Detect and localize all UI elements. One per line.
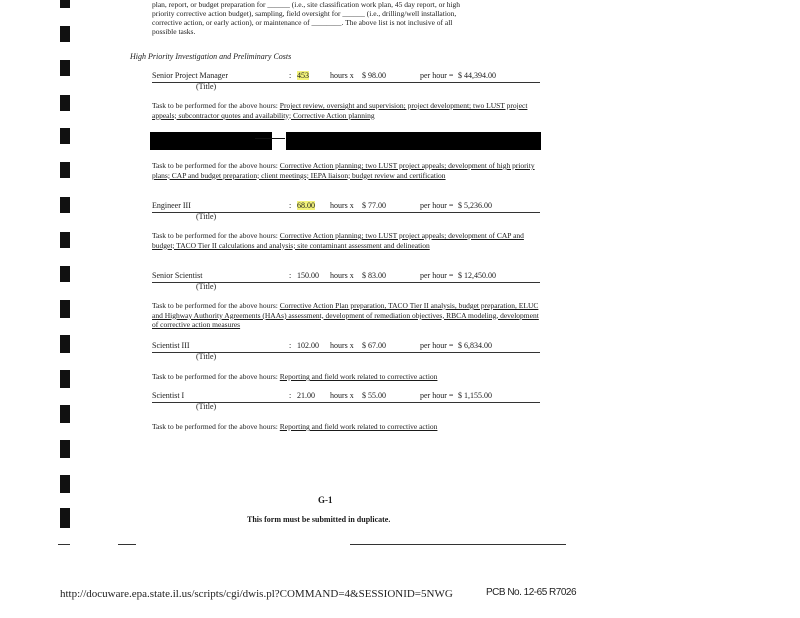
redaction-block [150,132,272,150]
section-title: High Priority Investigation and Preliminary Costs [130,52,292,61]
title-caption: (Title) [196,82,217,91]
task-description [152,231,540,250]
task-text: Corrective Action Plan preparation, TACO Tier II analysis, budget preparation, ELUC and Highway Authority Agreements (HAAs) assessment, development of remediation objectives, RBCA modeling, development of corrective action measures [152,301,539,329]
intro-line: plan, report, or budget preparation for ______ (i.e., site classification work plan, 45 day report, or high [152,0,461,9]
page-number: G-1 [318,495,333,505]
intro-paragraph [152,0,542,36]
personnel-title: Scientist I [152,391,185,400]
rate-value: $ 67.00 [362,341,386,350]
title-caption: (Title) [196,402,217,411]
binder-mark [60,508,70,528]
task-label: Task to be performed for the above hours: [152,231,278,240]
personnel-title: Scientist III [152,341,190,350]
hours-value: 21.00 [297,391,315,400]
binder-mark [60,0,70,8]
hours-value: 453 [297,71,309,80]
colon: : [289,71,292,80]
binder-mark [60,128,70,144]
redaction-block [286,132,541,150]
personnel-title: Senior Scientist [152,271,203,280]
redaction-dash [255,138,285,139]
total-value: $ 5,236.00 [458,201,492,210]
footer-url: http://docuware.epa.state.il.us/scripts/cgi/dwis.pl?COMMAND=4&SESSIONID=5NWG [60,588,453,600]
per-hour-label: per hour = [420,71,454,80]
colon: : [289,271,292,280]
binder-mark [60,266,70,282]
hours-value: 68.00 [297,201,315,210]
intro-line: possible tasks. [152,27,196,36]
binder-mark [60,475,70,493]
duplicate-note: This form must be submitted in duplicate. [247,515,391,524]
footer-rule [350,544,566,545]
task-label: Task to be performed for the above hours: [152,101,278,110]
rate-value: $ 77.00 [362,201,386,210]
hours-label: hours x [330,201,354,210]
rate-value: $ 98.00 [362,71,386,80]
title-caption: (Title) [196,282,217,291]
hours-label: hours x [330,391,354,400]
task-label: Task to be performed for the above hours: [152,301,278,310]
rate-value: $ 55.00 [362,391,386,400]
task-text: Reporting and field work related to corrective action [279,422,438,431]
footer-stamp: PCB No. 12-65 R7026 [486,587,577,598]
total-value: $ 6,834.00 [458,341,492,350]
task-description [152,161,540,180]
binder-mark [60,440,70,458]
title-caption: (Title) [196,352,217,361]
binder-mark [60,95,70,111]
hours-value: 102.00 [297,341,319,350]
per-hour-label: per hour = [420,341,454,350]
colon: : [289,391,292,400]
hours-label: hours x [330,271,354,280]
personnel-title: Senior Project Manager [152,71,228,80]
task-description [152,422,540,432]
binder-mark [60,370,70,388]
task-label: Task to be performed for the above hours: [152,422,278,431]
binder-mark [60,405,70,423]
hours-label: hours x [330,71,354,80]
task-description [152,301,540,330]
task-text: Reporting and field work related to corrective action [279,372,438,381]
title-caption: (Title) [196,212,217,221]
intro-line: priority corrective action budget), sampling, field oversight for ______ (i.e., drilling/well installation, [152,9,457,18]
binder-mark [60,60,70,76]
rate-value: $ 83.00 [362,271,386,280]
per-hour-label: per hour = [420,391,454,400]
colon: : [289,341,292,350]
binder-mark [60,232,70,248]
total-value: $ 1,155.00 [458,391,492,400]
personnel-title: Engineer III [152,201,191,210]
total-value: $ 44,394.00 [458,71,496,80]
task-label: Task to be performed for the above hours: [152,161,278,170]
task-text: Corrective Action planning; two LUST project appeals; development of CAP and budget; TACO Tier II calculations and analysis; site contaminant assessment and delineation [152,231,524,250]
hours-label: hours x [330,341,354,350]
per-hour-label: per hour = [420,201,454,210]
intro-line: corrective action, or early action), or maintenance of ________. The above list is not inclusive of all [152,18,453,27]
total-value: $ 12,450.00 [458,271,496,280]
footer-rule [58,544,70,545]
task-description [152,372,540,382]
task-text: Corrective Action planning; two LUST project appeals; development of high priority plans; CAP and budget preparation; client meetings; IEPA liaison; budget review and certification [152,161,535,180]
hours-value: 150.00 [297,271,319,280]
colon: : [289,201,292,210]
binder-mark [60,197,70,213]
task-description [152,101,540,120]
binder-mark [60,335,70,353]
task-text: Project review, oversight and supervision; project development; two LUST project appeals; subcontractor quotes and availability; Corrective Action planning [152,101,528,120]
binder-mark [60,162,70,178]
footer-rule [118,544,136,545]
binder-mark [60,300,70,318]
task-label: Task to be performed for the above hours: [152,372,278,381]
per-hour-label: per hour = [420,271,454,280]
binder-mark [60,26,70,42]
